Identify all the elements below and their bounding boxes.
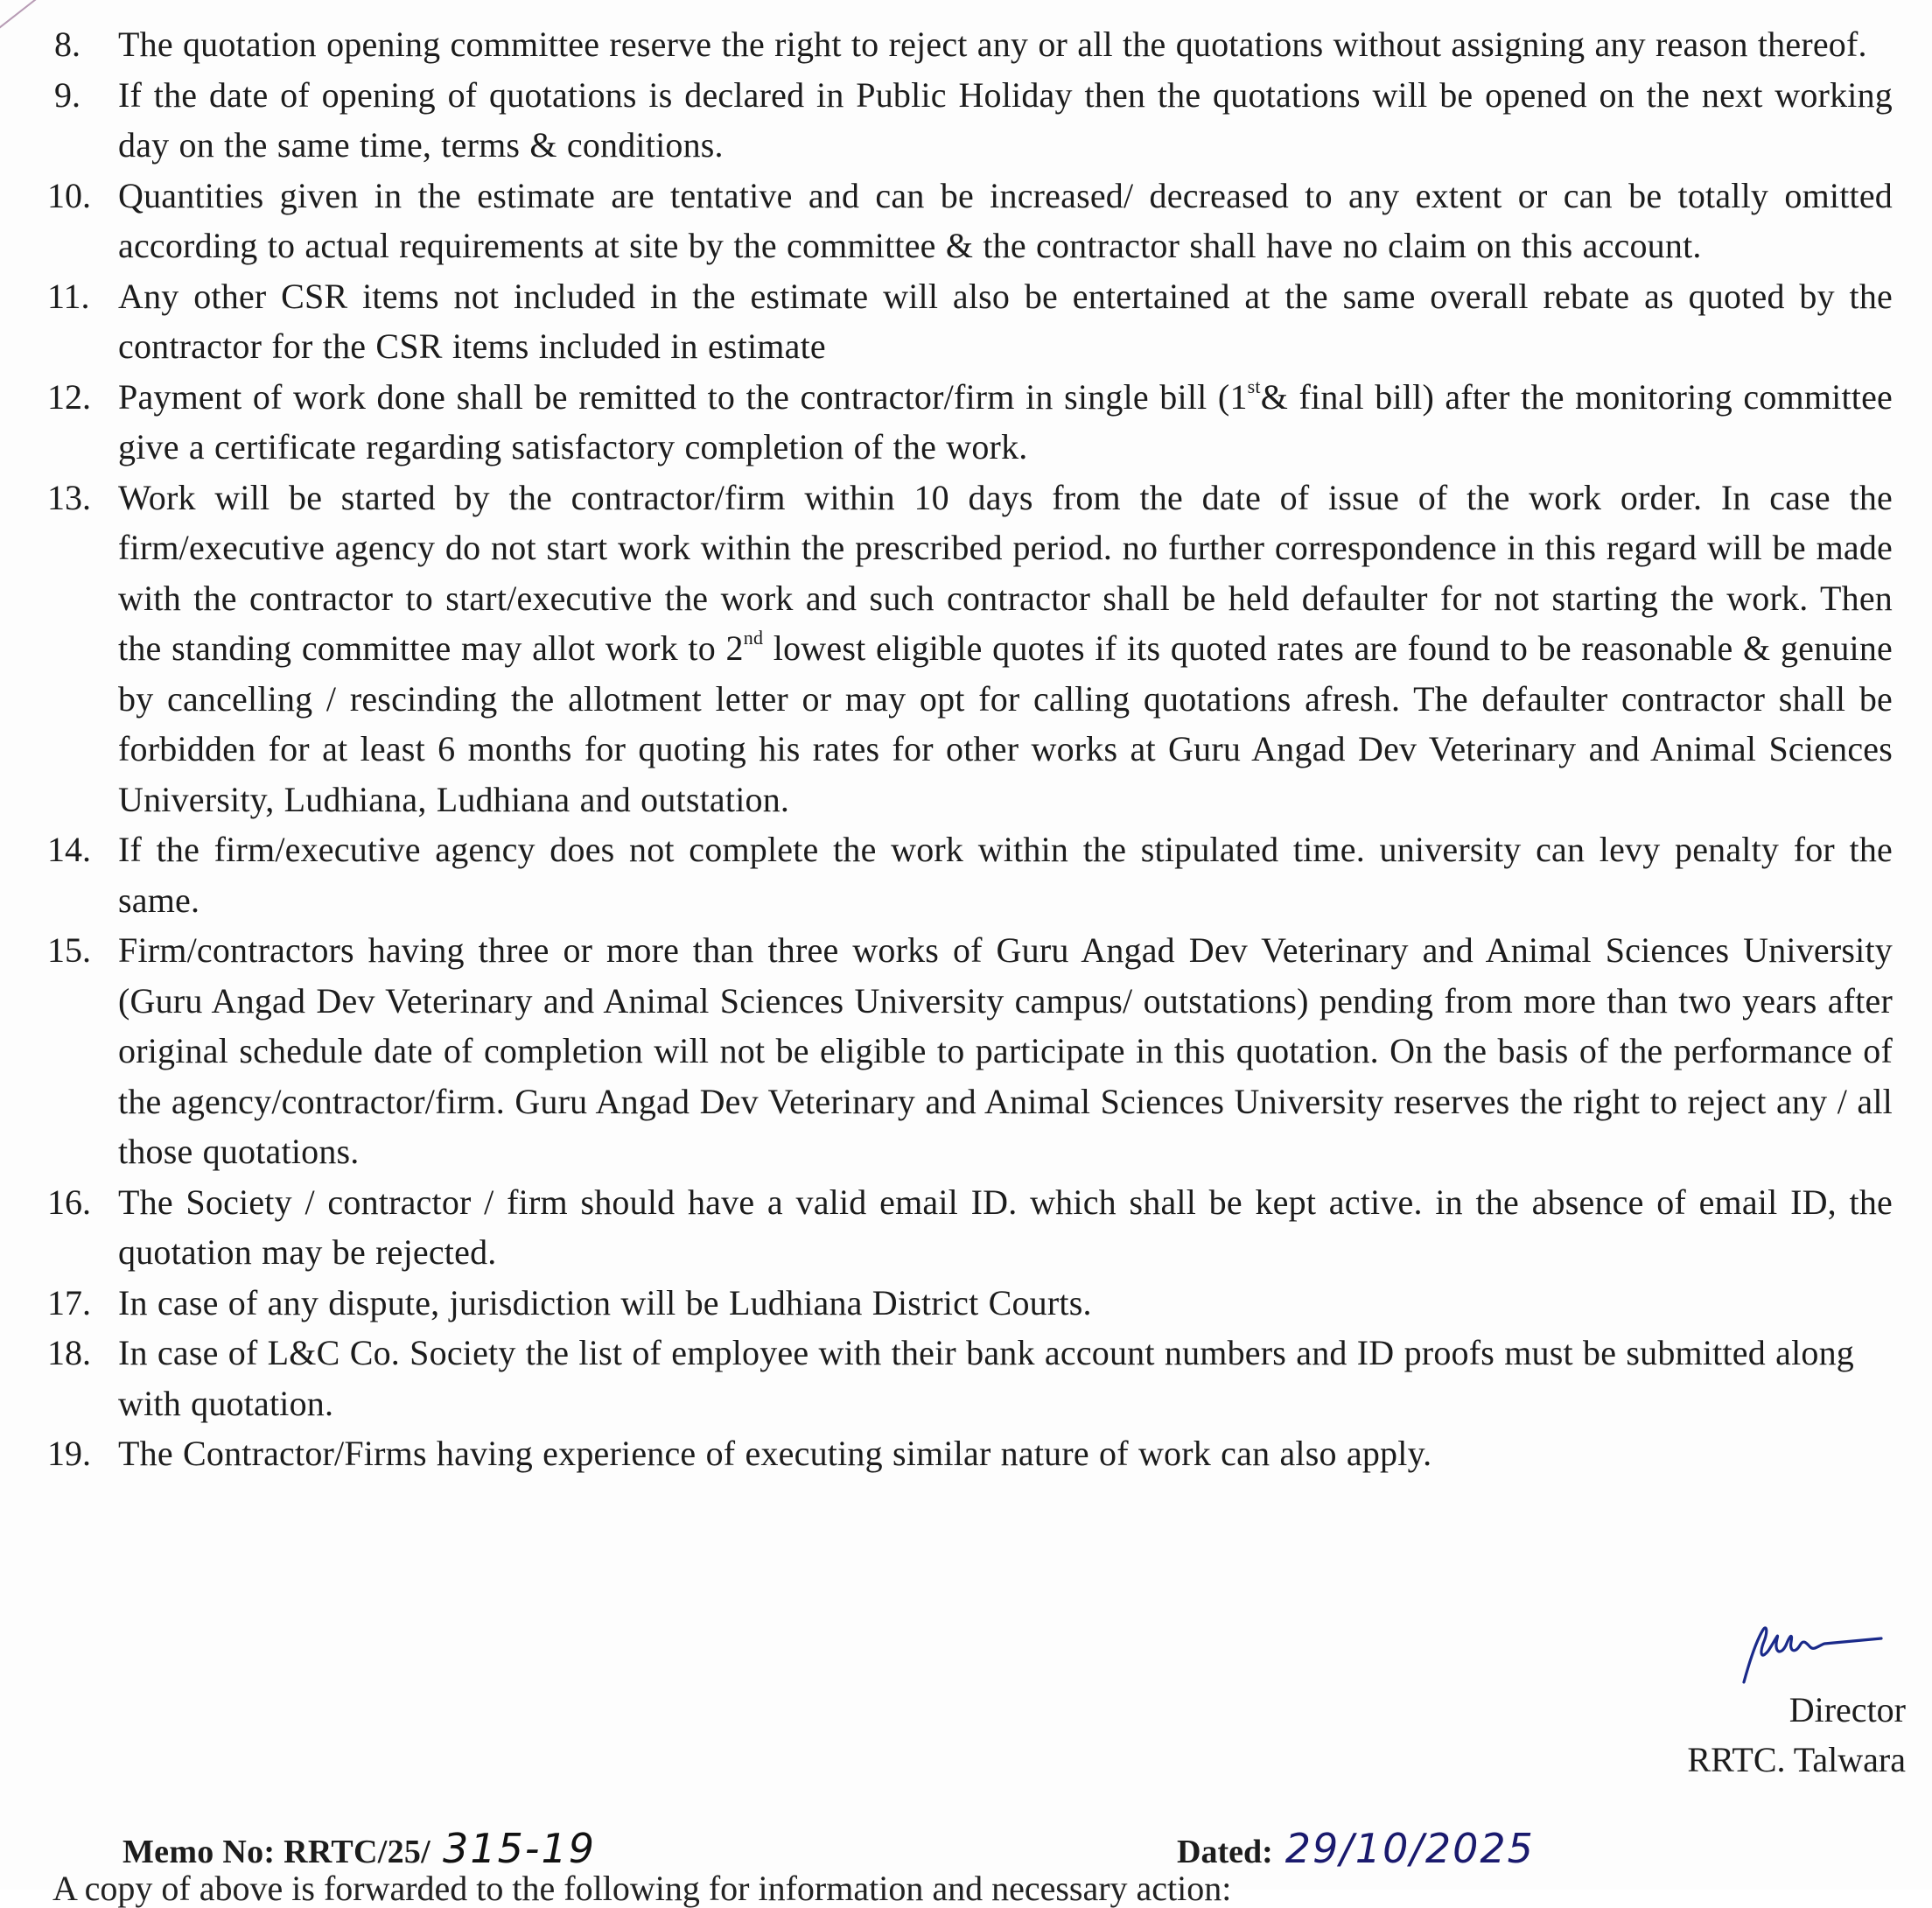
item-text-part: Work will be started by the contractor/firm within 10 days from the date of issue of the work order. In case the firm/executive agency do not start work within the prescribed period. no further correspondence in this regard will be made with the contractor to start/executive the work and such contractor shall be held defaulter for not starting the work. Then the standing committee may allot work to 2 [118, 477, 1893, 668]
list-item-18 [0, 1328, 1932, 1428]
item-text: In case of L&C Co. Society the list of employee with their bank account numbers and ID proofs must be submitted along with quotation. [118, 1333, 1854, 1423]
memo-date [1177, 1825, 1535, 1872]
item-text [118, 372, 1893, 473]
list-item-8 [0, 19, 1932, 70]
item-text: If the date of opening of quotations is declared in Public Holiday then the quotations will be opened on the next working day on the same time, terms & conditions. [118, 74, 1893, 165]
list-item-13 [0, 473, 1932, 825]
dated-label: Dated: [1177, 1834, 1273, 1870]
item-number: 9. [54, 74, 80, 115]
list-item-15 [0, 925, 1932, 1177]
list-item-14 [0, 824, 1932, 925]
item-text: In case of any dispute, jurisdiction will be Ludhiana District Courts. [118, 1282, 1092, 1322]
item-text: Firm/contractors having three or more than three works of Guru Angad Dev Veterinary and Animal Sciences University (Guru Angad Dev Veterinary and Animal Sciences University campus/ outstations) pending from more than two years after original schedule date of completion will not be eligible to participate in this quotation. On the basis of the performance of the agency/contractor/firm. Guru Angad Dev Veterinary and Animal Sciences University reserves the right to reject any / all those quotations. [118, 930, 1893, 1171]
memo-label: Memo No: RRTC/25/ [122, 1834, 431, 1870]
signatory-block [1687, 1685, 1906, 1785]
item-text: If the firm/executive agency does not complete the work within the stipulated time. university can levy penalty for the same. [118, 830, 1893, 920]
terms-list [0, 19, 1932, 1479]
superscript: nd [743, 627, 764, 649]
item-number: 18. [47, 1333, 91, 1372]
list-item-12 [0, 372, 1932, 473]
list-item-19 [0, 1428, 1932, 1479]
item-number: 10. [47, 175, 91, 215]
list-item-16 [0, 1177, 1932, 1278]
list-item-11 [0, 271, 1932, 372]
item-number: 14. [47, 830, 91, 869]
item-text-part: Payment of work done shall be remitted to the contractor/firm in single bill (1 [118, 376, 1248, 417]
signatory-title: Director [1788, 1690, 1906, 1729]
item-text-part: & final bill) after the monitoring committee give a certificate regarding satisfactory completion of the work. [118, 376, 1893, 466]
item-number: 8. [54, 25, 80, 64]
item-number: 11. [47, 276, 90, 316]
item-text: The Contractor/Firms having experience of executing similar nature of work can also apply. [118, 1434, 1432, 1473]
signatory-office: RRTC. Talwara [1687, 1740, 1906, 1779]
item-text [118, 473, 1893, 825]
cutoff-text: A copy of above is forwarded to the following for information and necessary action: [52, 1869, 1232, 1908]
cutoff-text-line [52, 1869, 1418, 1908]
signature-icon [1737, 1619, 1886, 1689]
memo-number [122, 1825, 596, 1872]
memo-handwritten-number: 315-19 [443, 1825, 596, 1872]
list-item-9 [0, 70, 1932, 171]
list-item-10 [0, 171, 1932, 271]
item-number: 12. [47, 376, 91, 417]
item-text: Quantities given in the estimate are tentative and can be increased/ decreased to any extent or can be totally omitted according to actual requirements at site by the committee & the contractor shall have no claim on this account. [118, 175, 1893, 265]
item-number: 16. [47, 1182, 91, 1222]
list-item-17 [0, 1278, 1932, 1329]
item-number: 13. [47, 477, 91, 517]
item-text: The quotation opening committee reserve the right to reject any or all the quotations without assigning any reason thereof. [118, 25, 1867, 64]
item-text: The Society / contractor / firm should have a valid email ID. which shall be kept active. in the absence of email ID, the quotation may be rejected. [118, 1182, 1893, 1272]
item-text-part: lowest eligible quotes if its quoted rates are found to be reasonable & genuine by cancelling / rescinding the allotment letter or may opt for calling quotations afresh. The defaulter contractor shall be forbidden for at least 6 months for quoting his rates for other works at Guru Angad Dev Veterinary and Animal Sciences University, Ludhiana, Ludhiana and outstation. [118, 628, 1893, 819]
item-number: 15. [47, 930, 91, 970]
item-number: 17. [47, 1282, 91, 1322]
item-number: 19. [47, 1434, 91, 1473]
superscript: st [1247, 375, 1261, 397]
handwritten-date: 29/10/2025 [1284, 1825, 1535, 1872]
item-text: Any other CSR items not included in the estimate will also be entertained at the same overall rebate as quoted by the contractor for the CSR items included in estimate [118, 276, 1893, 366]
